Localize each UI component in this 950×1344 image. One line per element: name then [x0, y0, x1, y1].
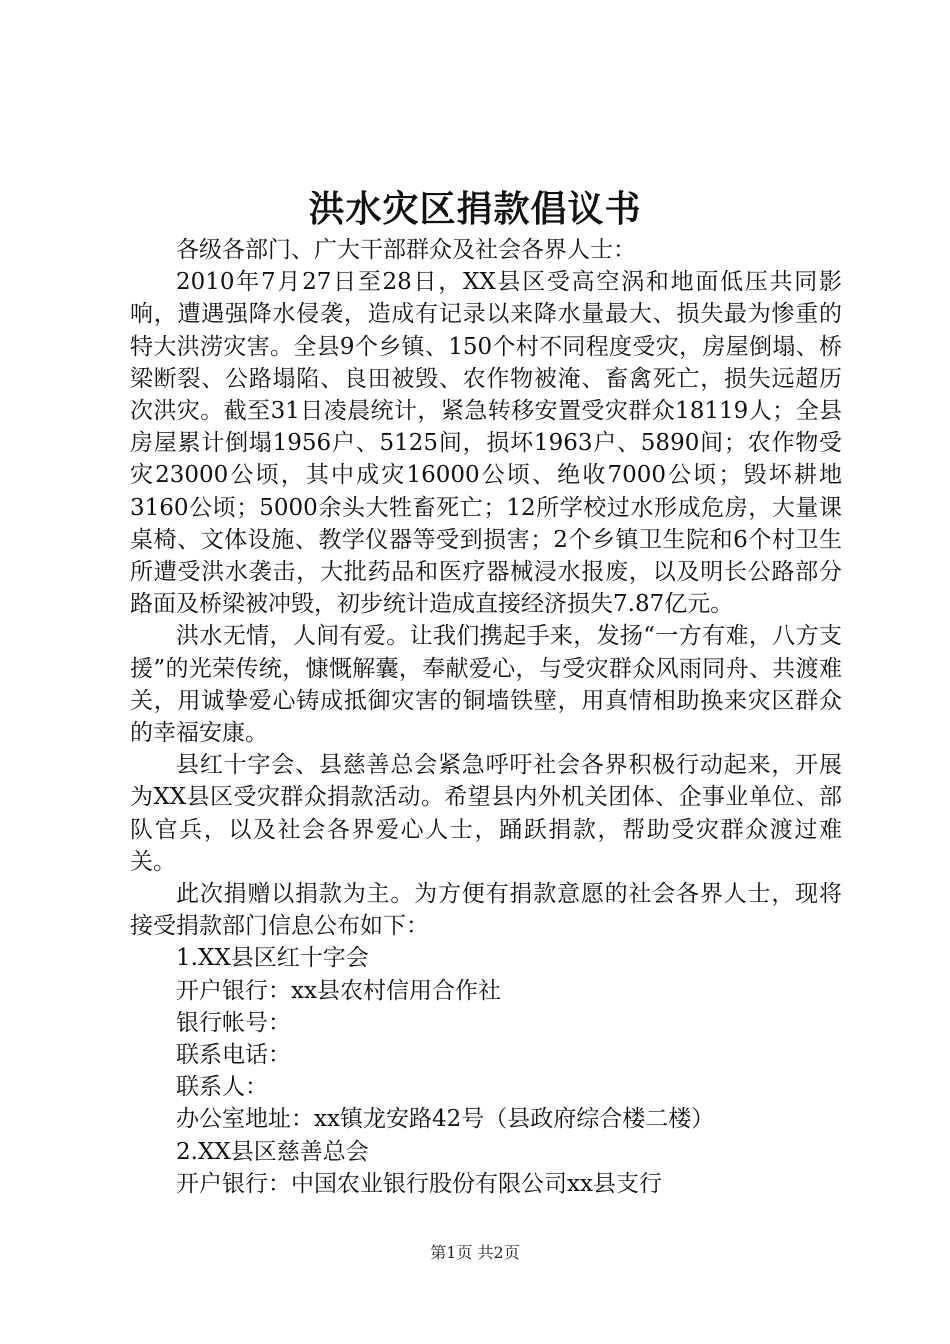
org1-account: 银行帐号： — [176, 1009, 291, 1036]
org1-contact: 联系人： — [176, 1074, 268, 1101]
org1-bank: 开户银行：xx县农村信用合作社 — [176, 977, 501, 1004]
org2-bank: 开户银行：中国农业银行股份有限公司xx县支行 — [176, 1170, 662, 1197]
document-body — [130, 234, 842, 1200]
page-footer: 第1页 共2页 — [430, 1243, 520, 1262]
org2-name: 2.XX县区慈善总会 — [176, 1138, 369, 1165]
org1-name: 1.XX县区红十字会 — [176, 945, 369, 972]
salutation: 各级各部门、广大干部群众及社会各界人士： — [176, 237, 636, 263]
paragraph-donation-info-intro: 此次捐赠以捐款为主。为方便有捐款意愿的社会各界人士，现将接受捐款部门信息公布如下： — [130, 881, 842, 940]
org1-phone: 联系电话： — [176, 1042, 291, 1069]
org1-address: 办公室地址：xx镇龙安路42号（县政府综合楼二楼） — [176, 1106, 715, 1133]
paragraph-call-to-action: 县红十字会、县慈善总会紧急呼吁社会各界积极行动起来，开展为XX县区受灾群众捐款活动。希望县内外机关团体、企事业单位、部队官兵，以及社会各界爱心人士，踊跃捐款，帮助受灾群众渡过难关。 — [130, 752, 842, 875]
paragraph-appeal: 洪水无情，人间有爱。让我们携起手来，发扬“一方有难，八方支援”的光荣传统，慷慨解囊，奉献爱心，与受灾群众风雨同舟、共渡难关，用诚挚爱心铸成抵御灾害的铜墙铁壁，用真情相助换来灾区群众的幸福安康。 — [130, 623, 842, 747]
paragraph-disaster-summary: 2010年7月27日至28日，XX县区受高空涡和地面低压共同影响，遭遇强降水侵袭，造成有记录以来降水量最大、损失最为惨重的特大洪涝灾害。全县9个乡镇、150个村不同程度受灾，房屋倒塌、桥梁断裂、公路塌陷、良田被毁、农作物被淹、畜禽死亡，损失远超历次洪灾。截至31日凌晨统计，紧急转移安置受灾群众18119人；全县房屋累计倒塌1956户、5125间，损坏1963户、5890间；农作物受灾23000公顷，其中成灾16000公顷、绝收7000公顷；毁坏耕地3160公顷；5000余头大牲畜死亡；12所学校过水形成危房，大量课桌椅、文体设施、教学仪器等受到损害；2个乡镇卫生院和6个村卫生所遭受洪水袭击，大批药品和医疗器械浸水报废，以及明长公路部分路面及桥梁被冲毁，初步统计造成直接经济损失7.87亿元。 — [130, 269, 842, 618]
document-title: 洪水灾区捐款倡议书 — [308, 188, 642, 230]
